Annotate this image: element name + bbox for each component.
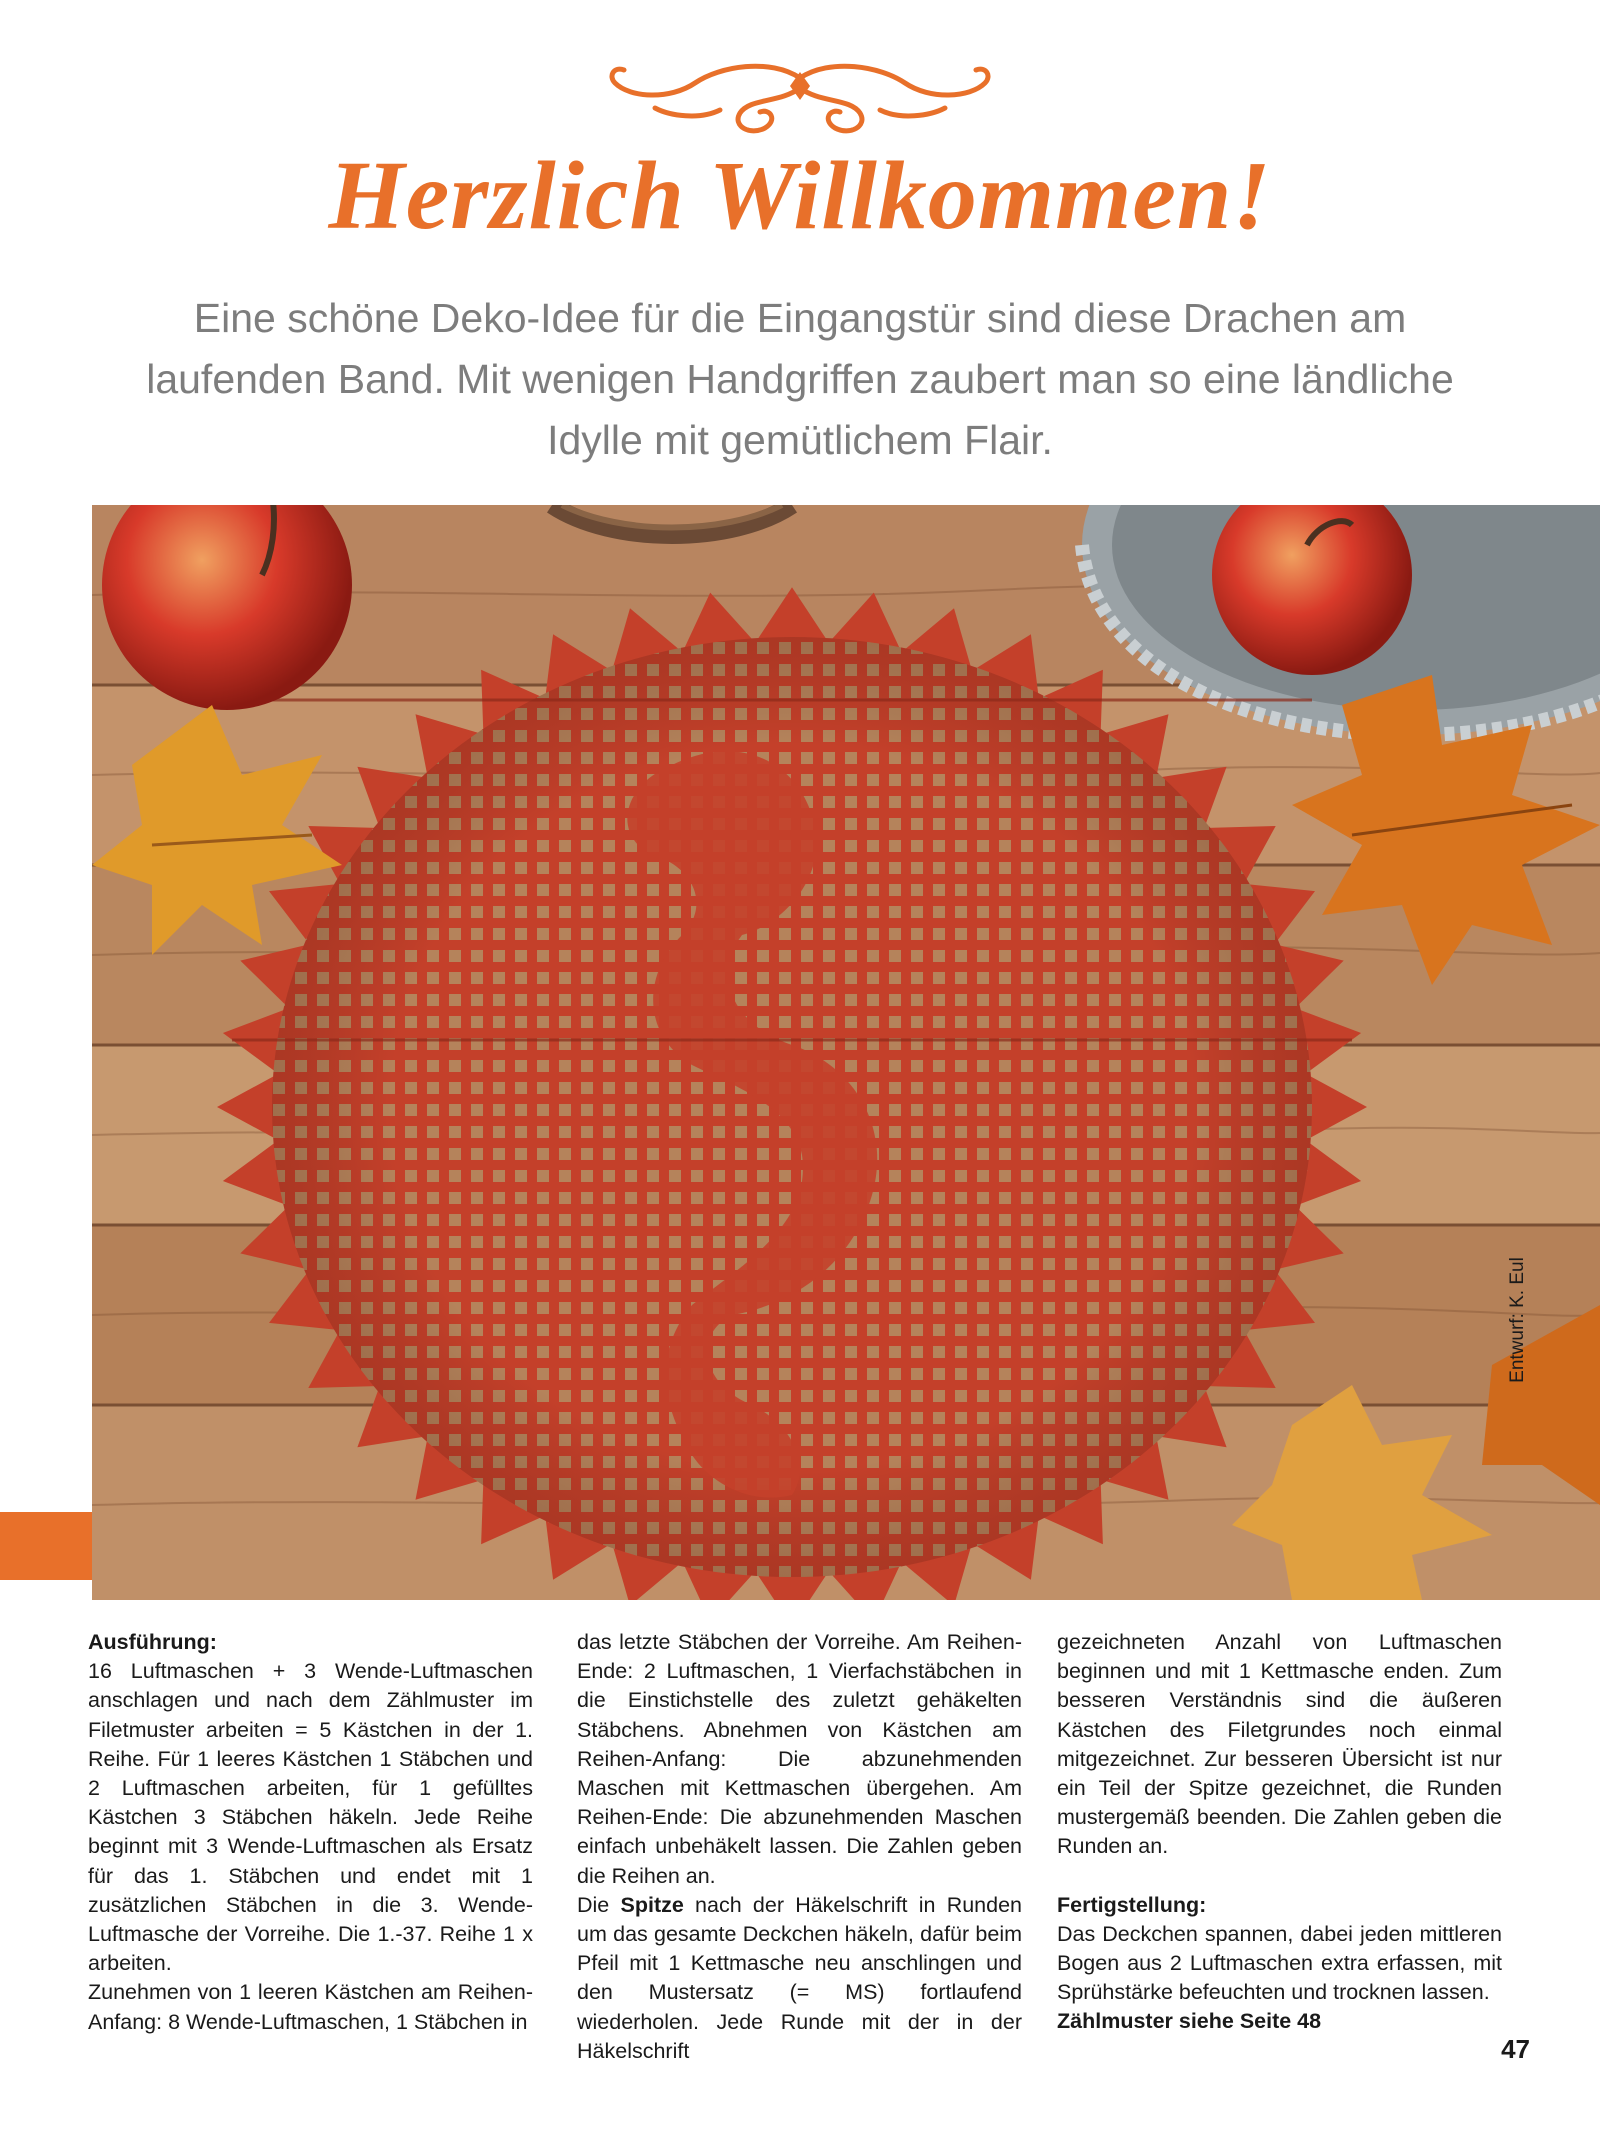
doily-photo: [92, 505, 1600, 1600]
paragraph: 16 Luftmaschen + 3 Wende-Luftmaschen anschlagen und nach dem Zählmuster im Filetmuster arbeiten = 5 Kästchen in der 1. Reihe. Für 1 leeres Kästchen 1 Stäbchen und 2 Luftmaschen arbeiten, für 1 gefülltes Kästchen 3 Stäbchen häkeln. Jede Reihe beginnt mit 3 Wende-Luftmaschen als Ersatz für das 1. Stäbchen und endet mit 1 zusätzlichen Stäbchen in die 3. Wende-Luftmasche der Vorreihe. Die 1.-37. Reihe 1 x arbeiten.: [88, 1659, 533, 1976]
paragraph: Zunehmen von 1 leeren Kästchen am Reihen-Anfang: 8 Wende-Luftmaschen, 1 Stäbchen in: [88, 1980, 533, 2034]
paragraph: gezeichneten Anzahl von Luftmaschen beginnen und mit 1 Kettmasche enden. Zum besseren Verständnis sind die äußeren Kästchen des Filetgrundes noch einmal mitgezeichnet. Zur besseren Übersicht ist nur ein Teil der Spitze gezeichnet, die Runden mustergemäß beenden. Die Zahlen geben die Runden an.: [1057, 1630, 1502, 1859]
text-column-2: [577, 1628, 1022, 2066]
page-title: Herzlich Willkommen!: [328, 142, 1272, 250]
text-column-3: [1057, 1628, 1502, 2037]
paragraph: Die Spitze nach der Häkelschrift in Runden um das gesamte Deckchen häkeln, dafür beim Pfeil mit 1 Kettmasche neu anschlingen und den Mustersatz (= MS) fortlaufend wiederholen. Jede Runde mit der in der Häkelschrift: [577, 1892, 1023, 2063]
pattern-reference: Zählmuster siehe Seite 48: [1057, 2009, 1322, 2034]
title-ornament-icon: [600, 58, 1000, 148]
page-number: 47: [1501, 2034, 1530, 2064]
orange-tab-marker: [0, 1512, 92, 1580]
section-heading-fertigstellung: Fertigstellung:: [1057, 1892, 1207, 1917]
photo-credit: Entwurf: K. Eul: [1507, 1257, 1528, 1383]
paragraph: Das Deckchen spannen, dabei jeden mittleren Bogen aus 2 Luftmaschen extra erfassen, mit Sprühstärke befeuchten und trocknen lassen.: [1057, 1921, 1502, 2005]
intro-text: Eine schöne Deko-Idee für die Eingangstür sind diese Drachen am laufenden Band. Mit wenigen Handgriffen zaubert man so eine ländliche Idylle mit gemütlichem Flair.: [146, 295, 1454, 463]
text-column-1: [88, 1628, 533, 2037]
section-heading-ausfuehrung: Ausführung:: [88, 1630, 217, 1654]
bold-term-spitze: Spitze: [620, 1892, 684, 1917]
paragraph: das letzte Stäbchen der Vorreihe. Am Reihen-Ende: 2 Luftmaschen, 1 Vierfachstäbchen in die Einstichstelle des zuletzt gehäkelten Stäbchens. Abnehmen von Kästchen am Reihen-Anfang: Die abzunehmenden Maschen mit Kettmaschen übergehen. Am Reihen-Ende: Die abzunehmenden Maschen einfach unbehäkelt lassen. Die Zahlen geben die Reihen an.: [577, 1630, 1022, 1888]
